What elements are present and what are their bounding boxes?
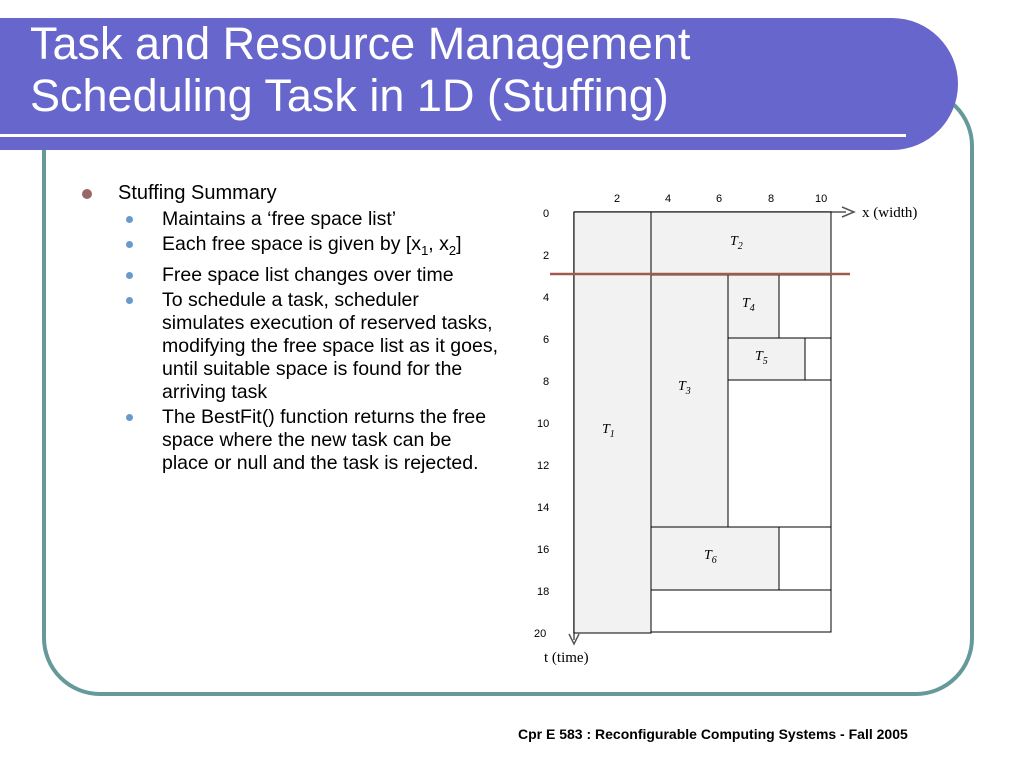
x-tick-label: 10 <box>815 193 828 205</box>
x-tick-label: 8 <box>768 193 775 205</box>
free-space-block <box>728 380 831 527</box>
stuffing-diagram <box>528 186 948 676</box>
slide-footer: Cpr E 583 : Reconfigurable Computing Systems - Fall 2005 <box>518 726 908 742</box>
title-line-1: Task and Resource Management <box>30 18 691 69</box>
bullet-list <box>80 182 500 477</box>
sub-bullet-dot-icon <box>126 414 133 421</box>
free-space-block <box>779 527 831 590</box>
y-tick-label: 16 <box>537 544 550 556</box>
bullet-main <box>80 182 500 204</box>
free-space-block <box>779 275 831 338</box>
task-t3-block <box>651 275 728 527</box>
task-t3-label: $T_3$ <box>678 379 691 397</box>
sub-bullet-list <box>80 208 500 475</box>
task-t2-label: $T_2$ <box>730 234 743 252</box>
y-tick-label: 2 <box>543 250 550 262</box>
x-tick-label: 2 <box>614 193 621 205</box>
free-space-block <box>651 590 831 632</box>
sub-bullet <box>126 289 500 404</box>
sub-bullet-dot-icon <box>126 216 133 223</box>
sub-bullet-dot-icon <box>126 297 133 304</box>
y-tick-label: 0 <box>543 208 550 220</box>
sub-bullet <box>126 233 500 262</box>
sub-bullet-text: To schedule a task, scheduler simulates execution of reserved tasks, modifying the free space list as it goes, until suitable space is found for the arriving task <box>162 288 499 403</box>
task-t5-label: $T_5$ <box>755 349 768 367</box>
title-line-2: Scheduling Task in 1D (Stuffing) <box>30 70 669 121</box>
x-tick-label: 6 <box>716 193 723 205</box>
sub-bullet-dot-icon <box>126 241 133 248</box>
free-space-block <box>805 338 831 380</box>
sub-bullet-text-part: Each free space is given by [x <box>162 233 422 255</box>
y-tick-label: 6 <box>543 334 550 346</box>
y-tick-label: 20 <box>534 628 547 640</box>
subscript: 2 <box>448 242 457 258</box>
task-t1-label: $T_1$ <box>602 422 615 440</box>
sub-bullet <box>126 208 500 231</box>
bullet-main-text: Stuffing Summary <box>118 182 277 204</box>
sub-bullet <box>126 264 500 287</box>
sub-bullet-text-part: , x <box>428 233 449 255</box>
sub-bullet-text-part: ] <box>456 233 462 255</box>
slide-title <box>30 18 930 122</box>
sub-bullet-text: The BestFit() function returns the free space where the new task can be place or null and the task is rejected. <box>162 405 487 474</box>
title-underline <box>0 134 906 137</box>
subscript: 1 <box>421 242 429 258</box>
y-axis-label: t (time) <box>544 650 589 666</box>
task-t6-label: $T_6$ <box>704 548 717 566</box>
y-tick-label: 4 <box>543 292 550 304</box>
x-tick-label: 4 <box>665 193 672 205</box>
task-t4-label: $T_4$ <box>742 296 755 314</box>
sub-bullet-text: Free space list changes over time <box>162 263 454 286</box>
y-tick-label: 10 <box>537 418 550 430</box>
y-tick-label: 18 <box>537 586 550 598</box>
sub-bullet-text: Maintains a ‘free space list’ <box>162 208 397 230</box>
sub-bullet <box>126 406 500 475</box>
x-axis-label: x (width) <box>862 205 918 221</box>
y-tick-label: 12 <box>537 460 550 472</box>
bullet-dot-icon <box>82 189 92 199</box>
y-tick-label: 14 <box>537 502 550 514</box>
sub-bullet-dot-icon <box>126 272 133 279</box>
y-tick-label: 8 <box>543 376 550 388</box>
